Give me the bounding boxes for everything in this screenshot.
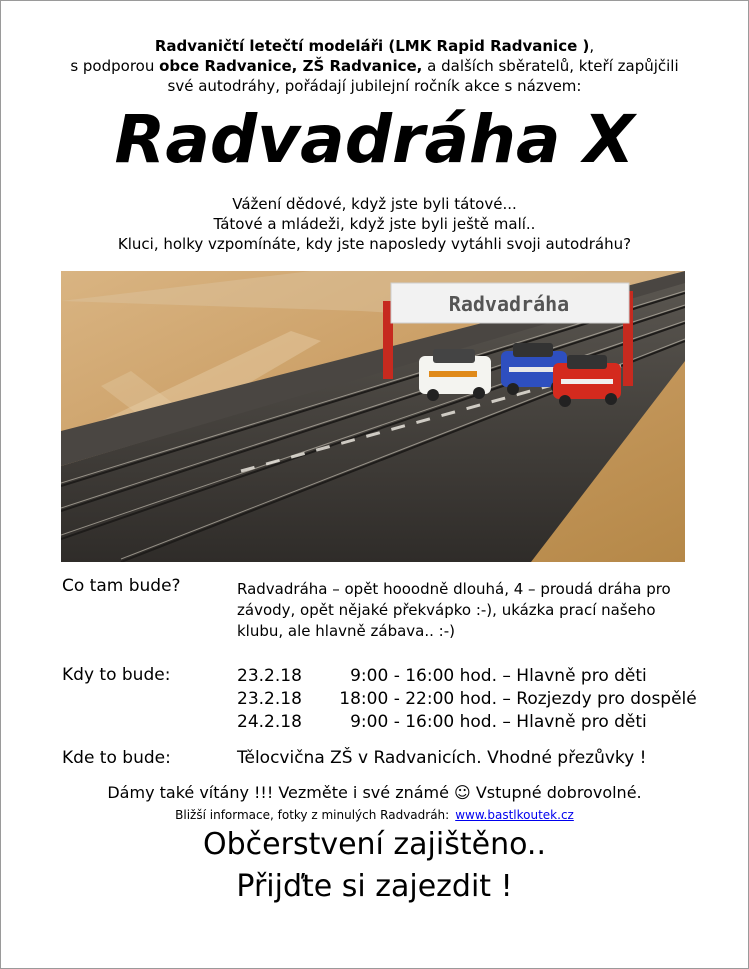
welcome-line: Dámy také vítány !!! Vezměte i své známé ☺ Vstupné dobrovolné. <box>107 783 642 802</box>
supporters: obce Radvanice, ZŠ Radvanice, <box>159 57 423 75</box>
intro-comma: , <box>589 37 595 55</box>
greeting-line: Kluci, holky vzpomínáte, kdy jste naposledy vytáhli svoji autodráhu? <box>117 235 632 253</box>
schedule-time: 9:00 - 16:00 hod. <box>350 712 497 732</box>
schedule-desc: – Hlavně pro děti <box>502 712 647 732</box>
schedule-desc: – Hlavně pro děti <box>502 666 647 686</box>
when-label: Kdy to bude: <box>62 665 171 685</box>
schedule-date: 23.2.18 <box>237 689 302 709</box>
schedule-desc: – Rozjezdy pro dospělé <box>502 689 697 709</box>
intro-support-suffix: a dalších sběratelů, kteří zapůjčili <box>422 57 679 75</box>
schedule-time: 9:00 - 16:00 hod. <box>350 666 497 686</box>
white-car <box>419 349 491 401</box>
schedule-row <box>237 688 697 711</box>
where-label: Kde to bude: <box>62 748 171 768</box>
what-description <box>237 579 671 642</box>
schedule-row <box>237 711 697 734</box>
schedule-date: 23.2.18 <box>237 666 302 686</box>
refreshments-line: Občerstvení zajištěno.. <box>203 827 546 862</box>
info-text: Bližší informace, fotky z minulých Radvadráh: <box>175 808 450 822</box>
slot-car-track-photo <box>61 271 685 562</box>
gate-sign: Radvadráha <box>448 292 570 316</box>
intro-line-3: své autodráhy, pořádají jubilejní ročník akce s názvem: <box>167 77 582 95</box>
organizer-name: Radvaničtí letečtí modeláři (LMK Rapid Radvanice ) <box>154 37 590 55</box>
schedule-date: 24.2.18 <box>237 712 302 732</box>
info-line <box>0 808 749 822</box>
where-value: Tělocvična ZŠ v Radvanicích. Vhodné přezůvky ! <box>237 748 647 768</box>
intro-support-prefix: s podporou <box>70 57 160 75</box>
website-link[interactable]: www.bastlkoutek.cz <box>455 808 574 822</box>
greeting-line: Vážení dědové, když jste byli tátové... <box>232 195 517 213</box>
schedule <box>237 665 697 734</box>
greeting <box>0 194 749 254</box>
what-label: Co tam bude? <box>62 576 181 596</box>
schedule-time: 18:00 - 22:00 hod. <box>339 689 497 709</box>
invitation-line: Přijďte si zajezdit ! <box>236 869 513 904</box>
schedule-row <box>237 665 697 688</box>
intro-text <box>0 36 749 96</box>
event-title: Radvadráha X <box>114 101 635 178</box>
what-line: Radvadráha – opět hooodně dlouhá, 4 – proudá dráha pro <box>237 580 671 598</box>
greeting-line: Tátové a mládeži, když jste byli ještě malí.. <box>213 215 536 233</box>
what-line: klubu, ale hlavně zábava.. :-) <box>237 622 455 640</box>
what-line: závody, opět nějaké překvápko :-), ukázka prací našeho <box>237 601 656 619</box>
